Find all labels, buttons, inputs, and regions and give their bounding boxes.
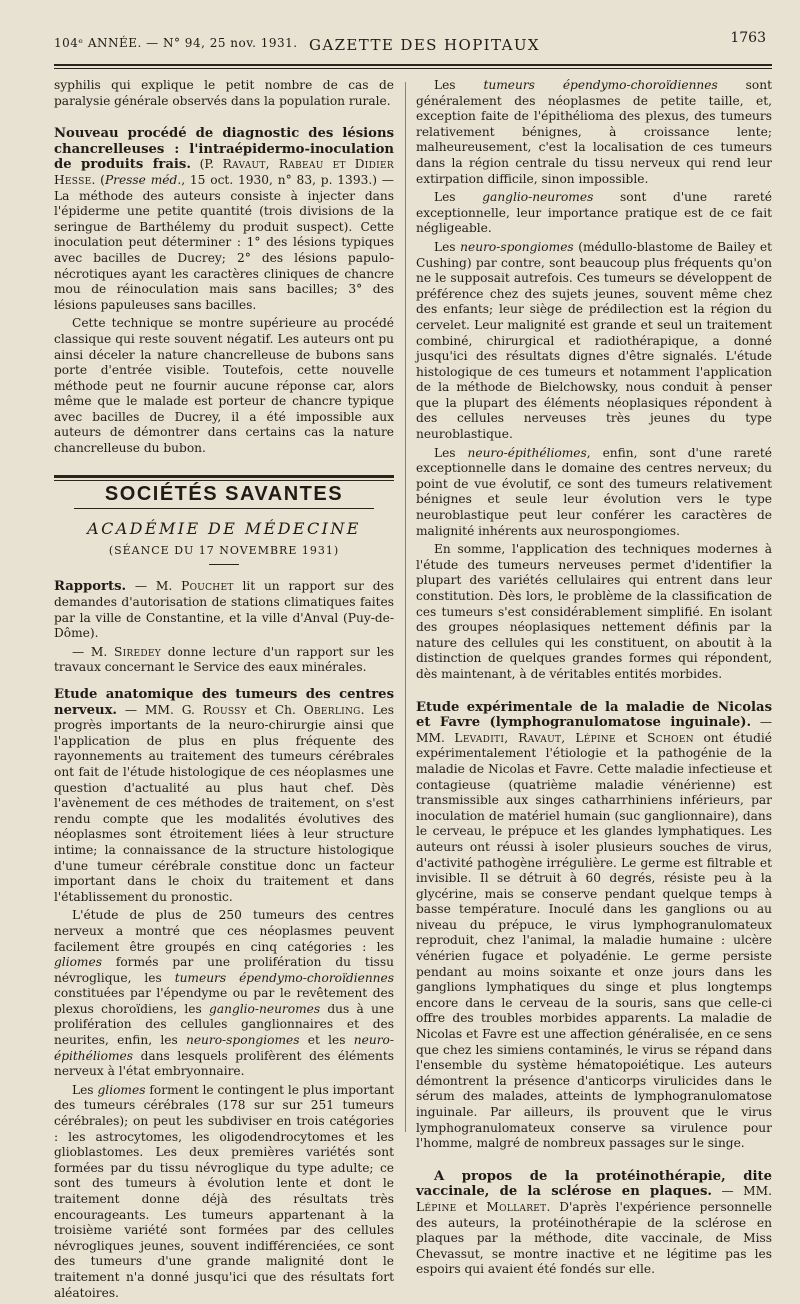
article-nouveau-procede: Nouveau procédé de diagnostic des lésions chancrelleuses : l'intraépidermo-inoculation de produits frais. (P. Ravaut, Rabeau et Didier Hesse. (Presse méd., 15 oct. 1930, n° 83, p. 1393.) — La méthode des auteurs consiste à injecter dans l'épiderme une petite quantité (trois divisions de la seringue de Barthélemy du produit suspect). Cette inoculation peut déterminer : 1° des lésions typiques avec bacilles de Ducrey; 2° des lésions papulo-nécrotiques ayant les caractères cliniques de chancre mou de réinoculation mais sans bacilles; 3° des lésions papuleuses sans bacilles. — [54, 126, 394, 312]
paragraph-neuroepitheliomes: Les neuro-épithéliomes, enfin, sont d'une rareté exceptionnelle dans le domaine des centres nerveux; du point de vue évolutif, ce sont des tumeurs relativement bénignes et seule leur évolution vers le type neuroblastique peut leur conférer les caractères de malignité inhérents aux neurospongiomes. — [416, 445, 772, 538]
paragraph-neurospongiomes: Les neuro-spongiomes (médullo-blastome de Bailey et Cushing) par contre, sont beaucoup plus fréquents qu'on ne le supposait autrefois. Ces tumeurs se développent de préférence chez des sujets jeunes, souvent même chez des enfants; leur siège de prédilection est la région du cervelet. Leur malignité est grande et seul un traitement combiné, chirurgical et radiothérapique, a donné jusqu'ici des résultats dignes d'être signalés. L'étude histologique de ces tumeurs et notamment l'application de la méthode de Bielchowsky, nous conduit à penser que la plupart des éléments néoplasiques répondent à des cellules nerveuses très jeunes du type neuroblastique. — [416, 239, 772, 442]
article-proteinotherapie: A propos de la protéinothérapie, dite vaccinale, de la sclérose en plaques. — MM. Lépine et Mollaret. D'après l'expérience personnelle des auteurs, la protéinothérapie de la sclérose en plaques par la méthode, dite vaccinale, de Miss Chevassut, se montre inactive et ne légitime pas les espoirs qui avaient été fondés sur elle. — [416, 1168, 772, 1277]
article-paragraph: Les gliomes forment le contingent le plus important des tumeurs cérébrales (178 sur sur 251 tumeurs cérébrales); on peut les subdiviser en trois catégories : les astrocytomes, les oligodendrocytomes et les glioblastomes. Les deux premières variétés sont formées par du tissu névroglique du type adulte; ce sont des tumeurs à évolution lente et dont le traitement donne déjà des résultats très encourageants. Les tumeurs appartenant à la troisième variété sont formées par des cellules névrogliques jeunes, souvent indifférenciées, ce sont des tumeurs d'une grande malignité dont le traitement n'a donné jusqu'ici que des résultats fort aléatoires. — [54, 1082, 394, 1300]
session-date: (SÉANCE DU 17 NOVEMBRE 1931) — [108, 543, 340, 557]
section-heading: SOCIÉTÉS SAVANTES — [104, 482, 344, 505]
article-paragraph: L'étude de plus de 250 tumeurs des centres nerveux a montré que ces néoplasmes peuvent facilement être groupés en cinq catégories : les gliomes formés par une prolifération du tissu névroglique, les tumeurs épendymo-choroïdiennes constituées par l'épendyme ou par le revêtement des plexus choroïdiens, les ganglio-neuromes dus à une prolifération des cellules ganglionnaires et des neurites, enfin, les neuro-spongiomes et les neuro-épithéliomes dans lesquels prolifèrent des éléments nerveux à l'état embryonnaire. — [54, 908, 394, 1079]
paragraph-ganglio: Les ganglio-neuromes sont d'une rareté exceptionnelle, leur importance pratique est de ce fait négligeable. — [416, 190, 773, 236]
journal-title: GAZETTE DES HOPITAUX — [309, 36, 540, 54]
issue-info: 104ᵉ ANNÉE. — N° 94, 25 nov. 1931. — [54, 36, 298, 50]
paragraph-ependymo: Les tumeurs épendymo-choroïdiennes sont généralement des néoplasmes de petite taille, et, exception faite de l'épithélioma des plexus, des tumeurs relativement bénignes, à croissance lente; malheureusement, c'est la localisation de ces tumeurs dans la région centrale du tissu nerveux qui rend leur extirpation difficile, sinon impossible. — [416, 78, 772, 186]
article-body: — La méthode des auteurs consiste à injecter dans l'épiderme une petite quantité (trois divisions de la seringue de Barthélemy du produit suspect). Cette inoculation peut déterminer : 1° des lésions typiques avec bacilles de Ducrey; 2° des lésions papulo-nécrotiques ayant les caractères cliniques de chancre mou de réinoculation mais sans bacilles; 3° des lésions papuleuses sans bacilles. — [54, 172, 394, 312]
page-number: 1763 — [730, 30, 766, 46]
header-rule-thin — [54, 68, 772, 69]
journal-reference: Presse méd. — [104, 172, 182, 187]
article-title: A propos de la protéinothérapie, dite vaccinale, de la sclérose en plaques. — [416, 1168, 772, 1200]
article-nicolas-favre: Etude expérimentale de la maladie de Nicolas et Favre (lymphogranulomatose inguinale). — MM. Levaditi, Ravaut, Lépine et Schoen ont étudié expérimentalement l'étiologie et la pathogénie de la maladie de Nicolas et Favre. Cette maladie infectieuse et contagieuse (quatrième maladie vénérienne) est transmissible aux singes catharrhiniens inférieurs, par inoculation de matériel humain (suc ganglionnaire), dans le cerveau, le prépuce et les glandes lymphatiques. Les auteurs ont réussi à isoler plusieurs souches de virus, d'activité pathogène irrégulière. Le germe est filtrable et invisible. Il se détruit à 60 degrés, résiste peu à la glycérine, mais se conserve pendant quelque temps à basse température. Inoculé dans les ganglions ou au niveau du prépuce, le virus lymphogranulomateux reproduit, chez l'animal, la maladie humaine : ulcère vénérien fugace et polyadénie. Le germe persiste pendant au moins soixante et onze jours dans les ganglions lymphatiques du singe et plus longtemps encore dans le cerveau de la souris, sans que celle-ci offre des troubles morbides apparents. La maladie de Nicolas et Favre est une affection généralisée, en ce sens que chez les simiens contaminés, le virus se répand dans l'ensemble du système hématopoiétique. Les auteurs démontrent la présence d'anticorps virulicides dans le sérum des malades, atteints de lymphogranulomatose inguinale. Par ailleurs, ils prouvent que le virus lymphogranulomateux conserve sa virulence pour l'homme, malgré de nombreux passages sur le singe. — [416, 699, 773, 1151]
continued-paragraph: syphilis qui explique le petit nombre de cas de paralysie générale observés dans la population rurale. — [54, 78, 394, 108]
page-header — [54, 28, 772, 62]
section-rule — [54, 475, 394, 478]
article-title: Etude expérimentale de la maladie de Nicolas et Favre (lymphogranulomatose inguinale). — [416, 699, 772, 731]
paragraph-en-somme: En somme, l'application des techniques modernes à l'étude des tumeurs nerveuses permet d'identifier la plupart des variétés cellulaires qui entrent dans leur constitution. Dès lors, le problème de la classification de ces tumeurs s'est considérablement simplifié. En isolant des groupes néoplasiques nettement définis par la nature des cellules qui les constituent, on aboutit à la distinction de quelques grandes formes qui répondent, dès maintenant, à de véritables entités morbides. — [416, 542, 772, 681]
rapports-paragraph: Rapports. — M. Pouchet lit un rapport sur des demandes d'autorisation de stations climatiques faites par la ville de Constantine, et la ville d'Anval (Puy-de-Dôme). — [54, 579, 394, 641]
left-column — [54, 78, 394, 1304]
rapports-paragraph-2: — M. Siredey donne lecture d'un rapport sur les travaux concernant le Service des eaux minérales. — [54, 644, 394, 675]
column-divider — [405, 82, 406, 1132]
right-column — [416, 78, 772, 1281]
article-title: Etude anatomique des tumeurs des centres nerveux. — [54, 687, 394, 718]
society-heading: ACADÉMIE DE MÉDECINE — [87, 519, 361, 539]
header-rule — [54, 64, 772, 66]
article-tumeurs: Etude anatomique des tumeurs des centres nerveux. — MM. G. Roussy et Ch. Oberling. Les progrès importants de la neuro-chirurgie ainsi que l'application de plus en plus fréquente des rayonnements au traitement des tumeurs cérébrales ont fait de l'étude histologique de ces néoplasmes une question d'actualité au plus haut chef. Dès l'avènement de ces méthodes de traitement, on s'est rendu compte que les modalités évolutives des néoplasmes sont étroitement liées à leur structure intime; la connaissance de la structure histologique d'une tumeur cérébrale constitue donc un facteur important dans le choix du traitement et dans l'établissement du pronostic. — [54, 687, 394, 904]
article-authors: Ravaut, Rabeau et Didier Hesse — [54, 157, 394, 187]
article-paragraph: Cette technique se montre supérieure au procédé classique qui reste souvent négatif. Les auteurs ont pu ainsi déceler la nature chancrelleuse de bubons sans porte d'entrée visible. Toutefois, cette nouvelle méthode peut ne fournir aucune réponse car, alors même que le malade est porteur de chancre typique avec bacilles de Ducrey, il a été impossible aux auteurs de démontrer dans certains cas la nature chancrelleuse du bubon. — [54, 316, 394, 456]
article-title: Nouveau procédé de diagnostic des lésions chancrelleuses : l'intraépidermo-inoculation de produits frais. — [54, 126, 394, 173]
